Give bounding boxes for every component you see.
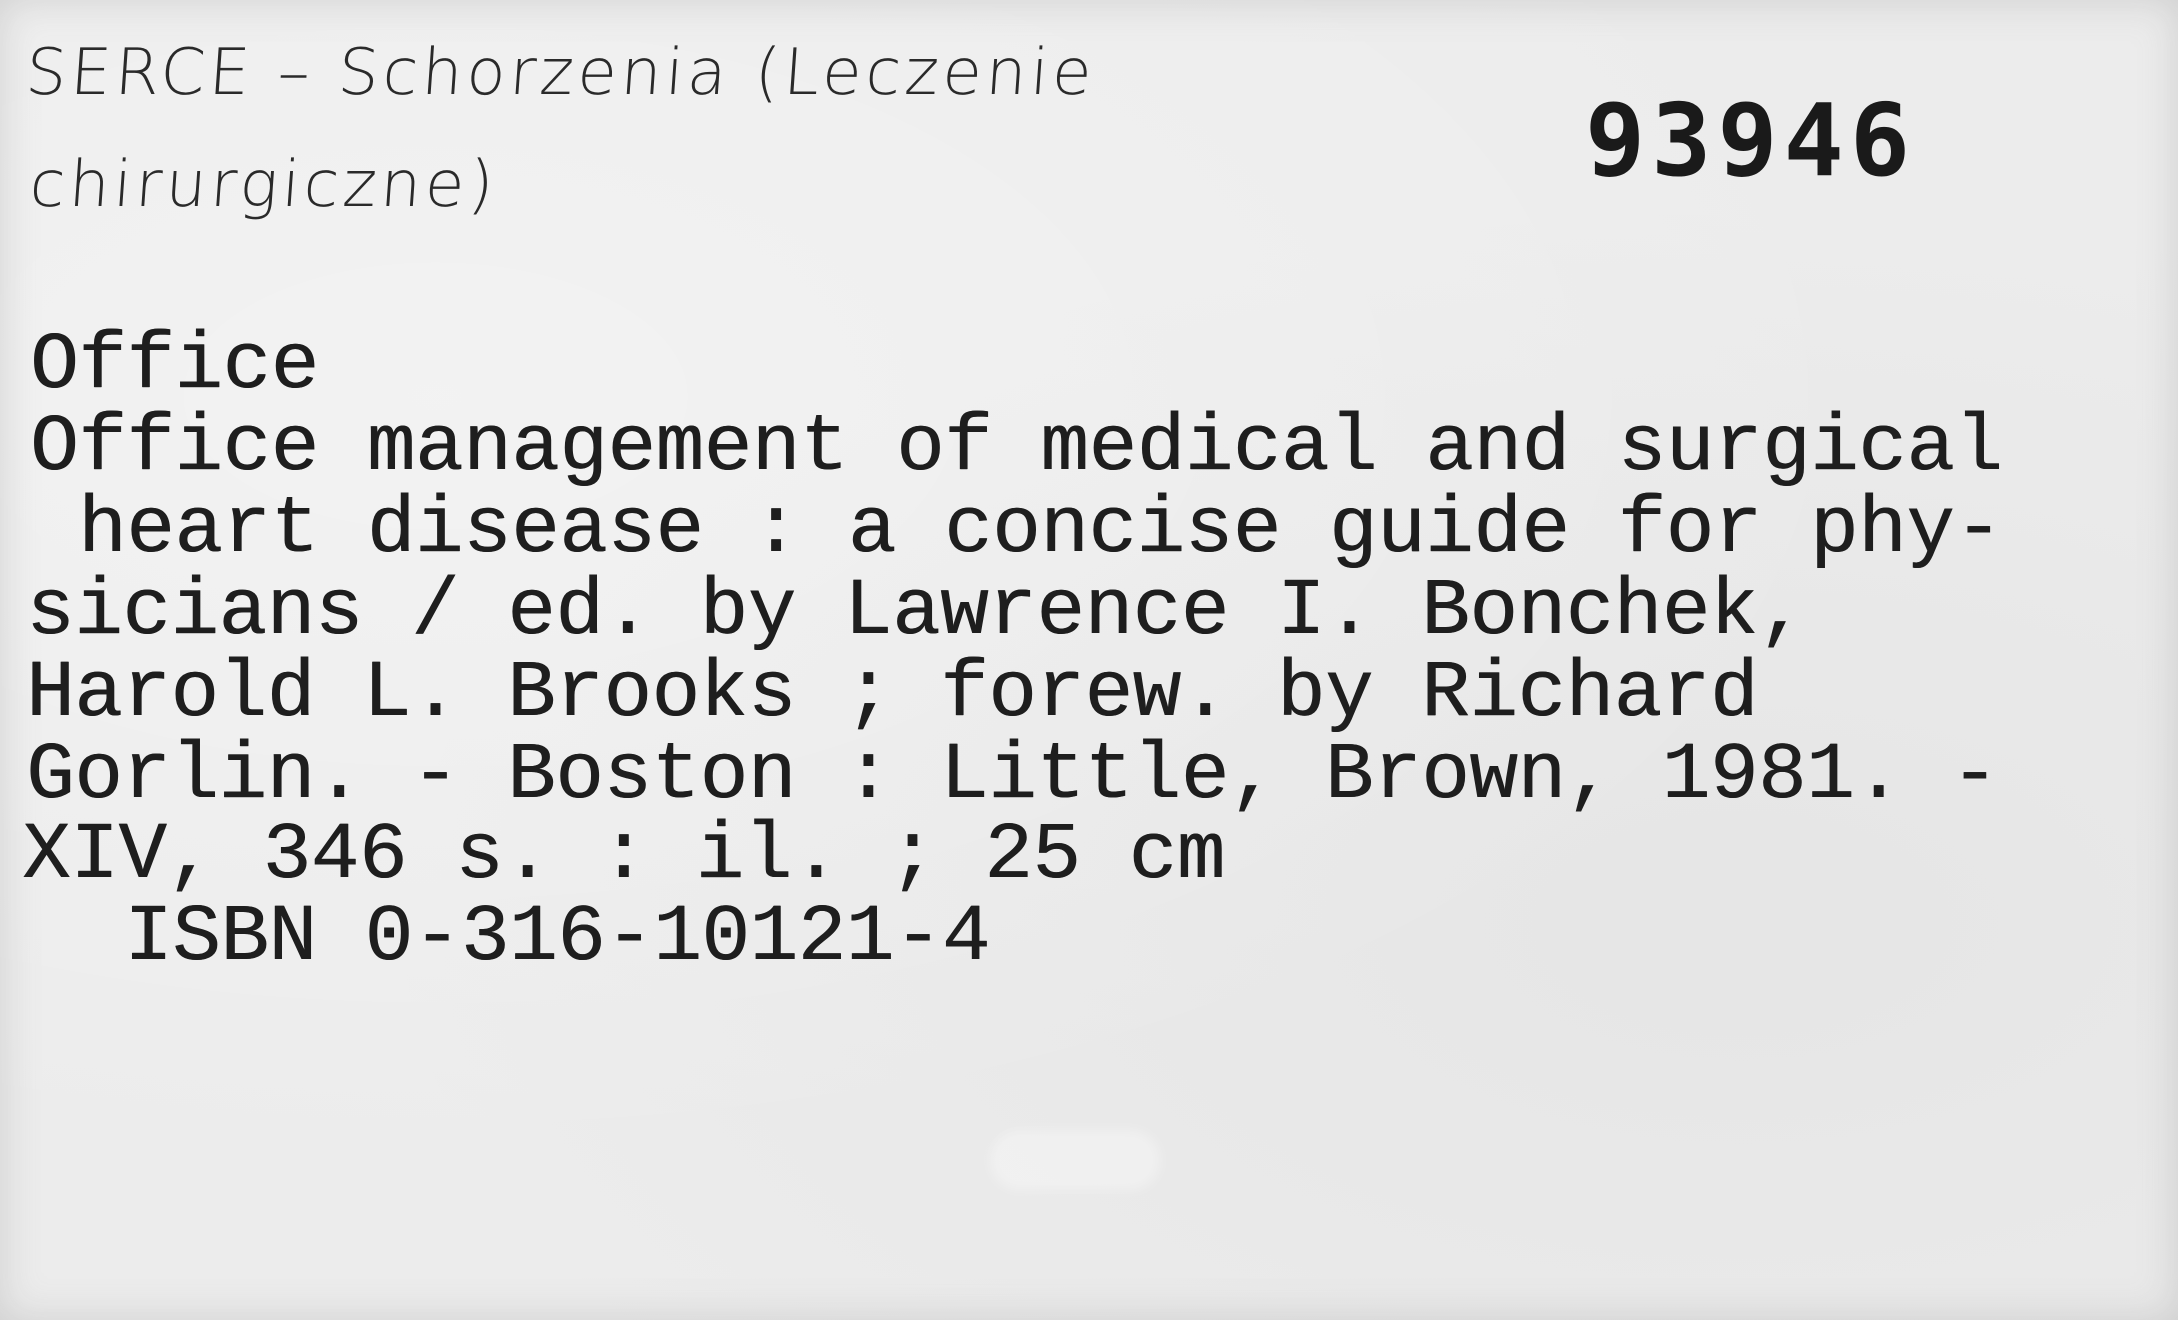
isbn: ISBN 0-316-10121-4 — [124, 893, 990, 984]
subject-heading-line-1: SERCE – Schorzenia (Leczenie — [23, 36, 1099, 110]
description-line-4: Harold L. Brooks ; forew. by Richard — [26, 649, 1758, 740]
description-line-6: XIV, 346 s. : il. ; 25 cm — [22, 811, 1225, 902]
accession-number: 93946 — [1585, 82, 1917, 199]
description-line-2: heart disease : a concise guide for phy- — [78, 485, 2003, 576]
description-line-5: Gorlin. - Boston : Little, Brown, 1981. - — [26, 731, 1999, 822]
subject-heading-line-2: chirurgiczne) — [27, 148, 501, 222]
paper-smudge — [990, 1130, 1160, 1190]
description-line-3: sicians / ed. by Lawrence I. Bonchek, — [26, 567, 1806, 658]
main-entry: Office — [30, 321, 319, 412]
description-line-1: Office management of medical and surgical — [30, 403, 2003, 494]
